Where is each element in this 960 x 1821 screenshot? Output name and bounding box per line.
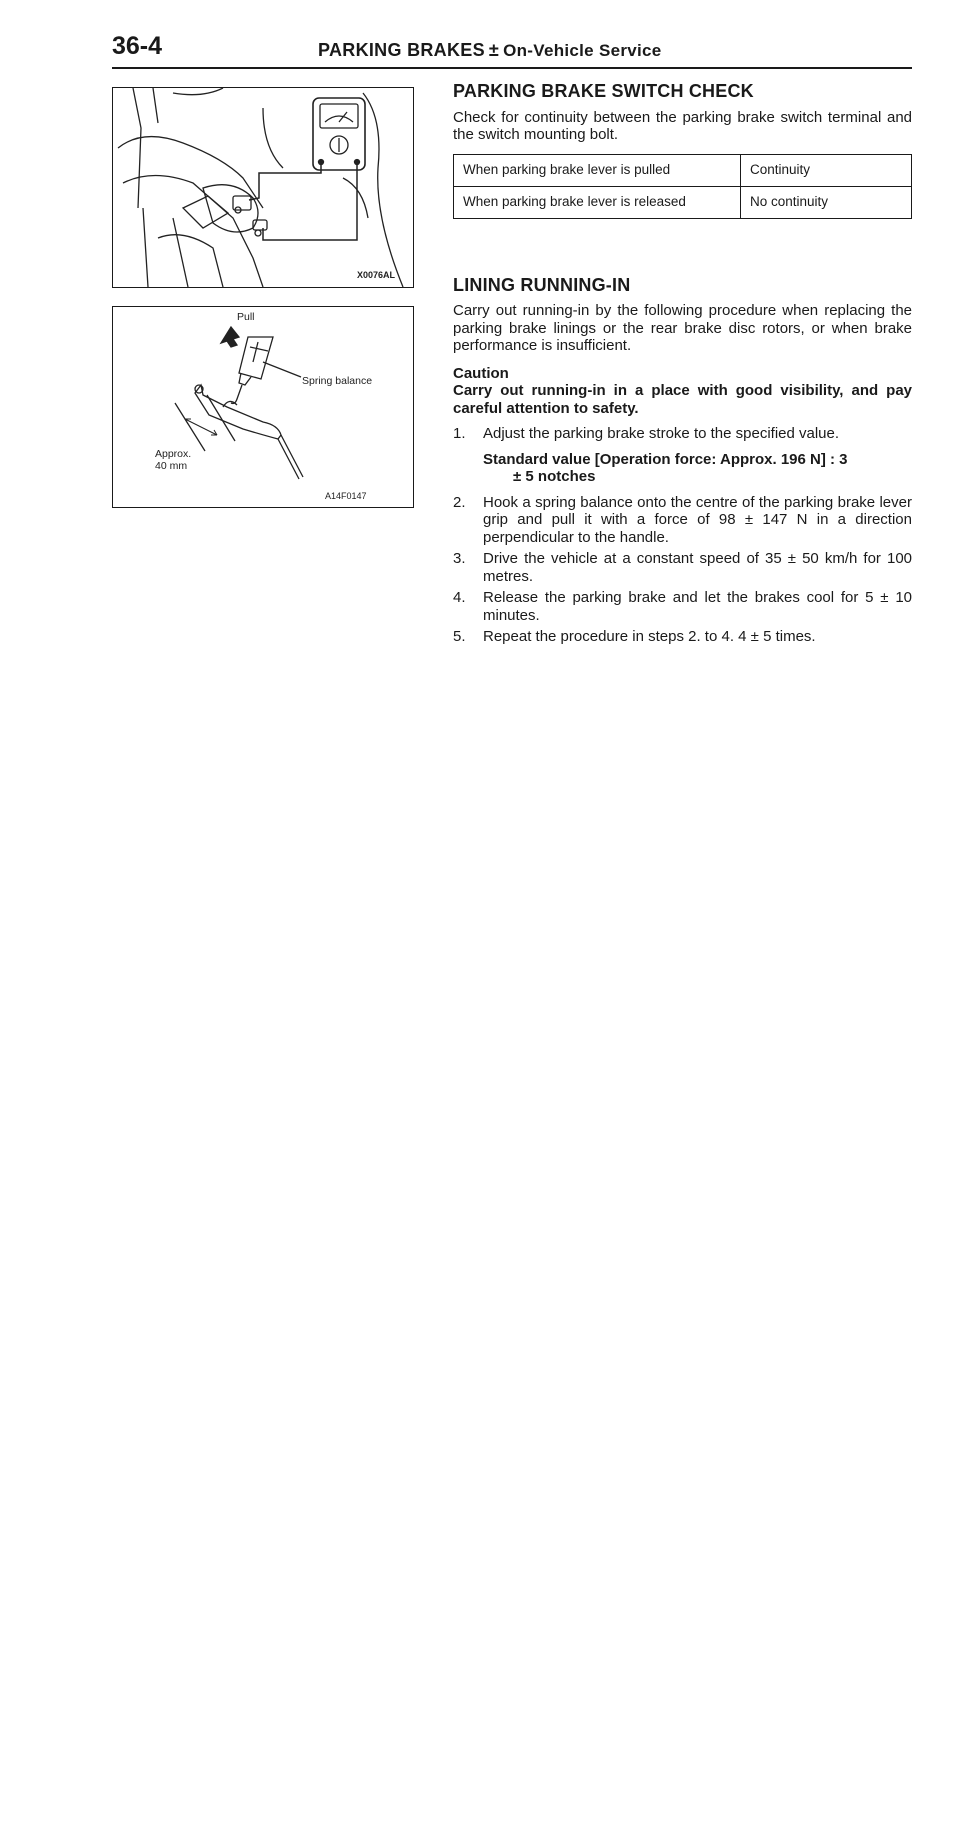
spring-balance-illustration	[113, 307, 413, 507]
switch-check-figure	[112, 87, 414, 288]
switch-check-intro: Check for continuity between the parking brake switch terminal and the switch mounting bolt.	[453, 108, 912, 143]
header-rule	[112, 67, 912, 69]
table-cell: No continuity	[741, 186, 912, 218]
spring-balance-label: Spring balance	[302, 375, 373, 387]
main-content	[453, 83, 912, 646]
step-text: Adjust the parking brake stroke to the specified value.	[483, 425, 840, 442]
step-text: Repeat the procedure in steps 2. to 4. 4 ± 5 times.	[483, 628, 816, 645]
step-text: Hook a spring balance onto the centre of the parking brake lever grip and pull it with a force of 98 ± 147 N in a direction perpendicular to the handle.	[483, 493, 912, 546]
procedure-steps	[453, 425, 912, 443]
table-cell: When parking brake lever is pulled	[454, 154, 741, 186]
switch-check-heading: PARKING BRAKE SWITCH CHECK	[453, 81, 754, 101]
table-cell: Continuity	[741, 154, 912, 186]
caution-text: Carry out running-in in a place with good visibility, and pay careful attention to safety.	[453, 382, 912, 417]
step-number: 3.	[453, 550, 466, 567]
standard-value-line1: Standard value [Operation force: Approx. 196 N] : 3	[483, 450, 848, 468]
lining-intro: Carry out running-in by the following procedure when replacing the parking brake linings or the rear brake disc rotors, or when brake performance is insufficient.	[453, 302, 912, 354]
list-item	[453, 628, 912, 646]
pull-label: Pull	[237, 311, 255, 323]
step-number: 1.	[453, 425, 466, 442]
step-number: 4.	[453, 589, 466, 606]
figure-code: X0076AL	[357, 270, 396, 280]
list-item	[453, 589, 912, 624]
section-title: PARKING BRAKES	[318, 40, 485, 60]
continuity-table	[453, 154, 912, 219]
caution-heading: Caution	[453, 364, 509, 382]
page-number: 36-4	[112, 32, 163, 60]
step-number: 2.	[453, 493, 466, 511]
list-item	[453, 550, 912, 585]
standard-value-line2: ± 5 notches	[513, 468, 596, 485]
step-text: Release the parking brake and let the brakes cool for 5 ± 10 minutes.	[483, 589, 912, 624]
title-separator: ±	[488, 40, 500, 60]
step-number: 5.	[453, 628, 466, 645]
page-title	[318, 40, 662, 61]
lining-figure	[112, 306, 414, 508]
approx-label-line2: 40 mm	[155, 460, 188, 472]
procedure-steps-continued	[453, 494, 912, 646]
standard-value	[483, 451, 912, 486]
switch-check-illustration	[113, 88, 413, 287]
list-item	[453, 425, 912, 443]
subsection-title: On-Vehicle Service	[503, 41, 662, 60]
list-item	[453, 494, 912, 547]
lining-heading: LINING RUNNING-IN	[453, 274, 631, 295]
approx-label-line1: Approx.	[155, 448, 192, 460]
table-row	[454, 154, 912, 186]
figure-code: A14F0147	[325, 491, 367, 501]
step-text: Drive the vehicle at a constant speed of 35 ± 50 km/h for 100 metres.	[483, 550, 912, 585]
table-row	[454, 186, 912, 218]
table-cell: When parking brake lever is released	[454, 186, 741, 218]
